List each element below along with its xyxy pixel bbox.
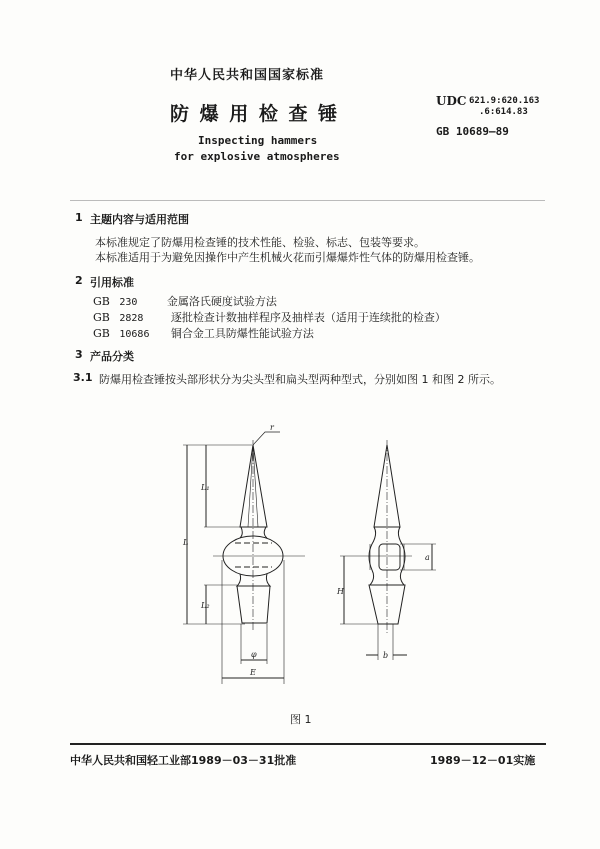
label-L: L (183, 538, 189, 547)
section-1-para-2: 本标准适用于为避免因操作中产生机械火花而引爆爆炸性气体的防爆用检查锤。 (95, 251, 480, 264)
label-phi: φ (251, 650, 257, 659)
ref-gb: GB (93, 295, 110, 308)
effective-date: 1989－12－01实施 (430, 754, 536, 767)
ref-gb: GB (93, 327, 110, 340)
ref-gb: GB (93, 311, 110, 324)
section-1-title: 主题内容与适用范围 (90, 213, 189, 226)
udc-code-2: .6:614.83 (479, 107, 528, 117)
approval-note: 中华人民共和国轻工业部1989－03－31批准 (70, 754, 297, 767)
handle-eye (379, 544, 400, 570)
section-2-title: 引用标准 (90, 276, 134, 289)
section-3-title: 产品分类 (90, 350, 134, 363)
ref-no: 230 (119, 297, 138, 308)
section-3-number: 3 (75, 348, 83, 361)
label-r: r (270, 423, 274, 432)
figure-caption: 图 1 (290, 713, 312, 726)
label-L2: L₂ (201, 601, 210, 610)
handle-socket (237, 586, 270, 623)
ref-name: 铜合金工具防爆性能试验方法 (170, 327, 314, 340)
clause-3-1-text: 防爆用检查锤按头部形状分为尖头型和扁头型两种型式，分别如图 1 和图 2 所示。 (99, 373, 501, 386)
ref-name: 逐批检查计数抽样程序及抽样表（适用于连续批的检查） (170, 311, 446, 324)
section-1-number: 1 (75, 211, 83, 224)
standard-number: GB 10689—89 (436, 125, 509, 138)
label-L1: L₁ (201, 483, 210, 492)
english-title-line1: Inspecting hammers (198, 134, 318, 147)
label-H: H (337, 587, 344, 596)
label-E: E (250, 668, 256, 677)
document-title: 防 爆 用 检 查 锤 (170, 103, 340, 125)
label-a: a (425, 553, 430, 562)
issuing-org: 中华人民共和国国家标准 (170, 68, 325, 83)
udc-label: UDC (436, 94, 467, 108)
label-b: b (383, 651, 389, 660)
english-title-line2: for explosive atmospheres (174, 150, 340, 163)
section-2-number: 2 (75, 274, 83, 287)
ref-name: 金属洛氏硬度试验方法 (166, 295, 277, 308)
udc-code-1: 621.9:620.163 (469, 96, 540, 106)
section-1-para-1: 本标准规定了防爆用检查锤的技术性能、检验、标志、包装等要求。 (95, 236, 425, 249)
ref-no: 10686 (119, 329, 150, 340)
footer-divider (70, 743, 546, 745)
ref-no: 2828 (119, 313, 144, 324)
clause-3-1-number: 3.1 (73, 371, 93, 384)
